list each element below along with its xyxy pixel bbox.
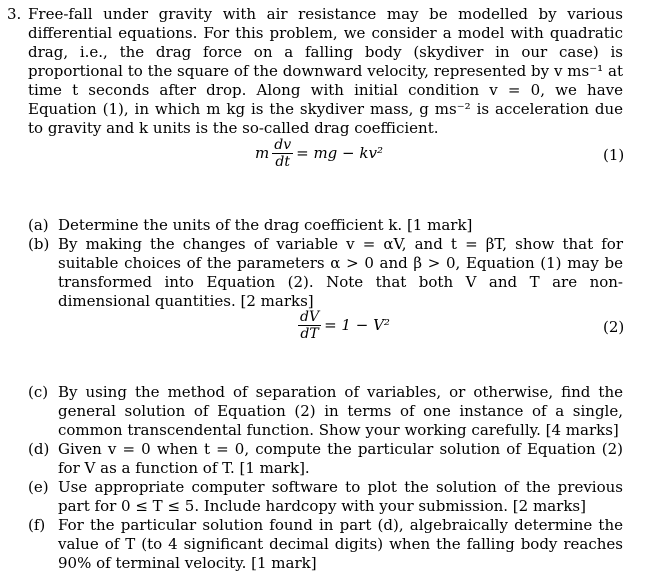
part-text: Use appropriate computer software to plot the solution of the previous part for 0 ≤ T ≤ 5. Include hardcopy with your submission. [2 marks] <box>58 478 623 515</box>
part-text: By using the method of separation of variables, or otherwise, find the general solution of Equation (2) in terms of one instance of a single, common transcendental function. Show your working carefully. [4 marks] <box>58 383 623 439</box>
equation-2-derivative <box>298 309 321 342</box>
equation-2 <box>295 305 390 345</box>
equation-2-rhs: = 1 − V² <box>324 315 390 334</box>
part-label: (c) <box>28 383 49 401</box>
equation-1-number: (1) <box>603 146 625 164</box>
equation-1-coefficient: m <box>255 143 270 162</box>
equation-1-denominator: dt <box>275 153 290 170</box>
part-f <box>28 516 623 573</box>
question-intro: Free-fall under gravity with air resistance may be modelled by various differential equations. For this problem, we consider a model with quadratic drag, i.e., the drag force on a falling body (skydiver in our case) is proportional to the square of the downward velocity, represented by v ms⁻¹ at time t seconds after drop. Along with initial condition v = 0, we have Equation (1), in which m kg is the skydiver mass, g ms⁻² is acceleration due to gravity and k units is the so-called drag coefficient. <box>28 5 623 137</box>
part-text: Given v = 0 when t = 0, compute the particular solution of Equation (2) for V as a function of T. [1 mark]. <box>58 440 623 477</box>
equation-1-rhs: = mg − kv² <box>296 143 383 162</box>
equation-1-numerator: dv <box>274 136 292 153</box>
equation-1 <box>255 133 383 173</box>
question-number: 3. <box>7 5 22 23</box>
equation-2-numerator: dV <box>300 308 320 325</box>
part-label: (d) <box>28 440 50 458</box>
part-label: (b) <box>28 235 50 253</box>
part-text: Determine the units of the drag coefficient k. [1 mark] <box>58 216 473 234</box>
equation-2-number: (2) <box>603 318 625 336</box>
part-text: For the particular solution found in part (d), algebraically determine the value of T (to 4 significant decimal digits) when the falling body reaches 90% of terminal velocity. [1 mark] <box>58 516 623 572</box>
part-a <box>28 216 623 235</box>
part-b <box>28 235 623 311</box>
part-label: (a) <box>28 216 49 234</box>
part-label: (f) <box>28 516 46 534</box>
equation-2-denominator: dT <box>300 325 319 342</box>
part-c <box>28 383 623 440</box>
part-e <box>28 478 623 516</box>
equation-1-derivative <box>272 137 293 170</box>
part-text: By making the changes of variable v = αV, and t = βT, show that for suitable choices of the parameters α > 0 and β > 0, Equation (1) may be transformed into Equation (2). Note that both V and T are non-dimensional quantities. [2 marks] <box>58 235 623 310</box>
part-label: (e) <box>28 478 49 496</box>
part-d <box>28 440 623 478</box>
